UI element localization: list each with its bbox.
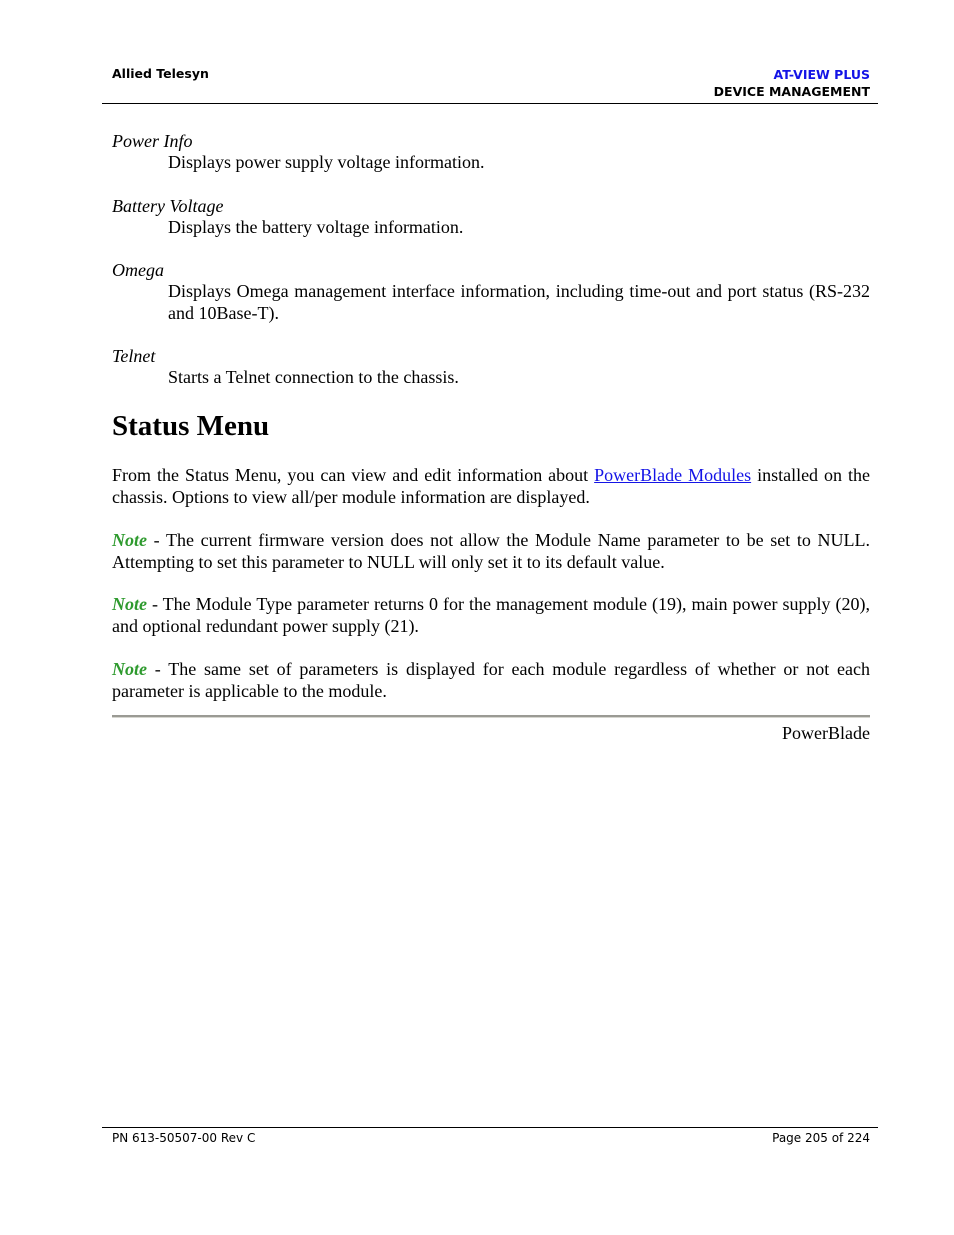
note-paragraph bbox=[112, 593, 870, 637]
header-company: Allied Telesyn bbox=[112, 66, 209, 81]
note-paragraph bbox=[112, 658, 870, 702]
note-text: - The same set of parameters is displayed for each module regardless of whether or not each parameter is applicable to the module. bbox=[112, 659, 870, 701]
header-rule bbox=[102, 103, 878, 104]
note-paragraph bbox=[112, 529, 870, 573]
footer-rule bbox=[102, 1127, 878, 1128]
note-text: - The Module Type parameter returns 0 for the management module (19), main power supply (20), and optional redundant power supply (21). bbox=[112, 594, 870, 636]
definition-term-omega: Omega bbox=[112, 260, 164, 280]
section-title: Status Menu bbox=[112, 410, 270, 442]
definition-desc-omega: Displays Omega management interface information, including time-out and port status (RS-232 and 10Base-T). bbox=[168, 281, 870, 323]
definition-term-battery-voltage: Battery Voltage bbox=[112, 196, 224, 216]
note-label: Note bbox=[112, 530, 147, 550]
intro-paragraph bbox=[112, 464, 870, 508]
intro-text-after: installed on the chassis. Options to view all/per module information are displayed. bbox=[112, 465, 870, 507]
section-divider bbox=[112, 715, 870, 718]
definition-desc-battery-voltage: Displays the battery voltage information. bbox=[168, 217, 464, 237]
definition-term-power-info: Power Info bbox=[112, 131, 193, 151]
note-label: Note bbox=[112, 594, 147, 614]
definition-desc-telnet: Starts a Telnet connection to the chassis. bbox=[168, 367, 459, 387]
header-right bbox=[714, 66, 870, 100]
note-text: - The current firmware version does not allow the Module Name parameter to be set to NULL. Attempting to set this parameter to NULL will only set it to its default value. bbox=[112, 530, 870, 572]
intro-text-before: From the Status Menu, you can view and edit information about bbox=[112, 465, 595, 485]
header-section: DEVICE MANAGEMENT bbox=[713, 84, 870, 99]
footer-page-number: Page 205 of 224 bbox=[772, 1131, 870, 1145]
subsection-label: PowerBlade bbox=[782, 723, 870, 743]
definition-term-telnet: Telnet bbox=[112, 346, 156, 366]
powerblade-modules-link[interactable]: PowerBlade Modules bbox=[594, 465, 752, 485]
note-label: Note bbox=[112, 659, 147, 679]
definition-desc-power-info: Displays power supply voltage information. bbox=[168, 152, 485, 172]
footer-part-number: PN 613-50507-00 Rev C bbox=[112, 1131, 256, 1145]
header-product: AT-VIEW PLUS bbox=[773, 67, 870, 82]
